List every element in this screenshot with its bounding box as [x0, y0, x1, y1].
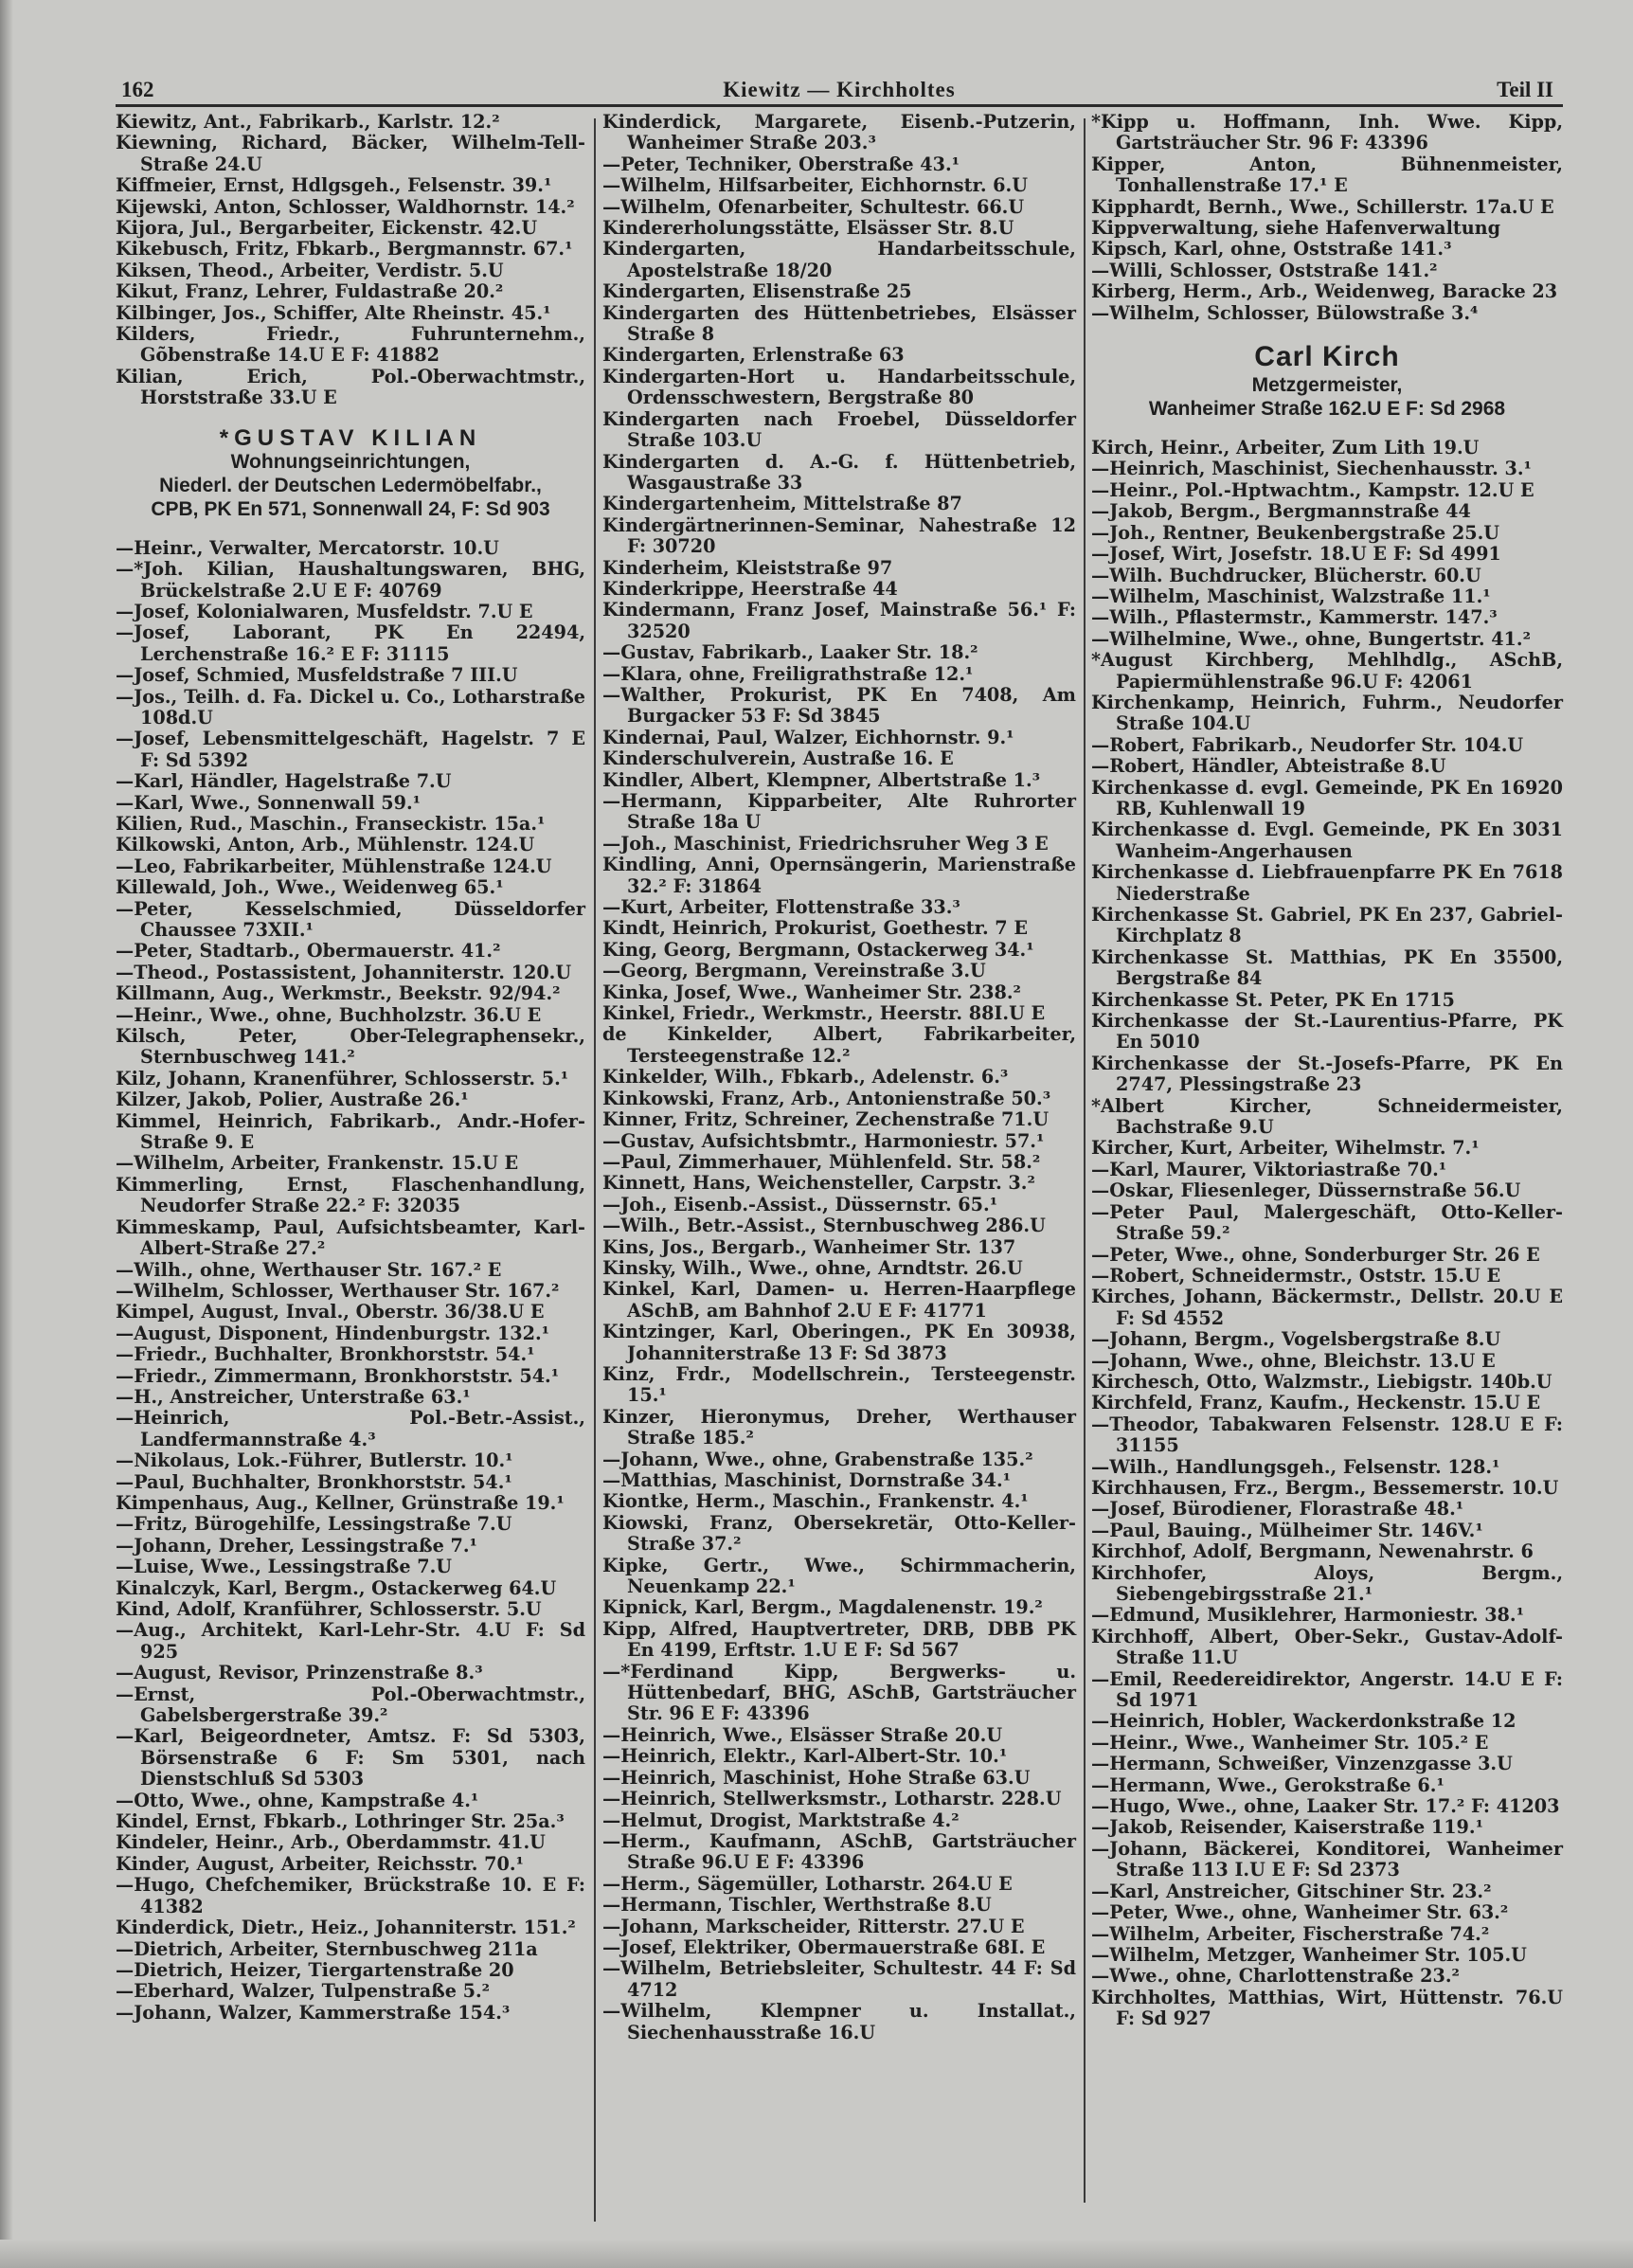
advertisement-line: CPB, PK En 571, Sonnenwall 24, F: Sd 903	[151, 497, 550, 520]
directory-entry: —Heinr., Pol.-Hptwachtm., Kampstr. 12.U E	[1091, 478, 1534, 501]
directory-entry: —Hermann, Tischler, Werthstraße 8.U	[602, 1894, 992, 1917]
directory-entry: Kindling, Anni, Opernsängerin, Marienstraße 32.² F: 31864	[602, 854, 1076, 897]
directory-entry: —Heinrich, Hobler, Wackerdonkstraße 12	[1091, 1710, 1516, 1733]
directory-entry: —Peter, Techniker, Oberstraße 43.¹	[602, 153, 960, 175]
directory-entry: de Kinkelder, Albert, Fabrikarbeiter, Tersteegenstraße 12.²	[602, 1023, 1076, 1067]
directory-entry: Kilien, Rud., Maschin., Franseckistr. 15a.¹	[116, 812, 546, 835]
directory-entry: Killmann, Aug., Werkmstr., Beekstr. 92/94.²	[116, 982, 561, 1005]
directory-entry: —Klara, ohne, Freiligrathstraße 12.¹	[602, 662, 974, 685]
directory-entry: —Wilhelm, Hilfsarbeiter, Eichhornstr. 6.U	[602, 174, 1028, 197]
directory-entry: —Gustav, Fabrikarb., Laaker Str. 18.²	[602, 641, 978, 664]
directory-entry: —Hermann, Wwe., Gerokstraße 6.¹	[1091, 1773, 1445, 1796]
running-title: Kiewitz — Kirchholtes	[723, 78, 956, 101]
directory-entry: —Aug., Architekt, Karl-Lehr-Str. 4.U F: Sd 925	[116, 1619, 585, 1663]
directory-entry: —Jakob, Bergm., Bergmannstraße 44	[1091, 500, 1471, 523]
directory-entry: —Heinr., Verwalter, Mercatorstr. 10.U	[116, 536, 499, 559]
directory-entry: —Georg, Bergmann, Vereinstraße 3.U	[602, 960, 986, 982]
directory-entry: Kirch, Heinr., Arbeiter, Zum Lith 19.U	[1091, 437, 1480, 459]
advertisement-line: Metzgermeister,	[1251, 374, 1403, 397]
directory-entry: —Wilhelm, Schlosser, Bülowstraße 3.⁴	[1091, 301, 1479, 324]
directory-entry: Kilders, Friedr., Fuhrunternehm., Gõbenstraße 14.U E F: 41882	[116, 323, 585, 367]
directory-entry: Kipp, Alfred, Hauptvertreter, DRB, DBB PK En 4199, Erftstr. 1.U E F: Sd 567	[602, 1617, 1076, 1662]
directory-entry: Kimmerling, Ernst, Flaschenhandlung, Neudorfer Straße 22.² F: 32035	[116, 1173, 585, 1217]
directory-entry: —Karl, Händler, Hagelstraße 7.U	[116, 770, 452, 793]
directory-entry: —Emil, Reedereidirektor, Angerstr. 14.U E F: Sd 1971	[1091, 1667, 1563, 1712]
directory-entry: —Peter Paul, Malergeschäft, Otto-Keller-Straße 59.²	[1091, 1200, 1563, 1245]
directory-entry: Kindergarten-Hort u. Handarbeitsschule, Ordensschwestern, Bergstraße 80	[602, 365, 1076, 409]
directory-entry: Kipke, Gertr., Wwe., Schirmmacherin, Neuenkamp 22.¹	[602, 1554, 1076, 1598]
directory-entry: Kirchenkasse St. Peter, PK En 1715	[1091, 988, 1455, 1011]
directory-entry: Kinner, Fritz, Schreiner, Zechenstraße 71.U	[602, 1108, 1050, 1131]
directory-entry: —Fritz, Bürogehilfe, Lessingstraße 7.U	[116, 1513, 512, 1536]
directory-entry: Kipsch, Karl, ohne, Oststraße 141.³	[1091, 238, 1452, 261]
directory-entry: Kindererholungsstätte, Elsässer Str. 8.U	[602, 217, 1014, 240]
directory-column-1	[116, 112, 585, 2024]
directory-entry: —Karl, Beigeordneter, Amtsz. F: Sd 5303, Börsenstraße 6 F: Sm 5301, nach Dienstschluß Sd 5303	[116, 1725, 585, 1791]
directory-entry: Kilsch, Peter, Ober-Telegraphensekr., Sternbuschweg 141.²	[116, 1025, 585, 1069]
directory-entry: —Herm., Sägemüller, Lotharstr. 264.U E	[602, 1872, 1013, 1895]
directory-entry: Kindergarten, Elisenstraße 25	[602, 280, 912, 303]
directory-entry: Kimmel, Heinrich, Fabrikarb., Andr.-Hofer-Straße 9. E	[116, 1109, 585, 1154]
directory-entry: *August Kirchberg, Mehlhdlg., ASchB, Papiermühlenstraße 96.U F: 42061	[1091, 649, 1563, 693]
directory-entry: Kirberg, Herm., Arb., Weidenweg, Baracke 23	[1091, 280, 1558, 303]
directory-entry: Kindergarten nach Froebel, Düsseldorfer Straße 103.U	[602, 407, 1076, 452]
directory-entry: —Josef, Bürodiener, Florastraße 48.¹	[1091, 1498, 1464, 1521]
directory-entry: Kindergarten des Hüttenbetriebes, Elsässer Straße 8	[602, 301, 1076, 346]
directory-entry: —Johann, Walzer, Kammerstraße 154.³	[116, 2001, 511, 2024]
directory-entry: *Albert Kircher, Schneidermeister, Bachstraße 9.U	[1091, 1094, 1563, 1139]
directory-entry: Kiewning, Richard, Bäcker, Wilhelm-Tell-Straße 24.U	[116, 132, 585, 175]
directory-entry: —Eberhard, Walzer, Tulpenstraße 5.²	[116, 1980, 491, 2003]
directory-entry: —Heinrich, Stellwerksmstr., Lotharstr. 228.U	[602, 1788, 1062, 1810]
directory-entry: —Otto, Wwe., ohne, Kampstraße 4.¹	[116, 1789, 479, 1811]
directory-entry: Kirches, Johann, Bäckermstr., Dellstr. 20.U E F: Sd 4552	[1091, 1286, 1563, 1329]
directory-entry: —Paul, Zimmerhauer, Mühlenfeld. Str. 58.²	[602, 1150, 1041, 1173]
directory-entry: Kins, Jos., Bergarb., Wanheimer Str. 137	[602, 1235, 1016, 1258]
directory-entry: —Johann, Wwe., ohne, Grabenstraße 135.²	[602, 1448, 1033, 1470]
directory-entry: —Hermann, Schweißer, Vinzenzgasse 3.U	[1091, 1753, 1513, 1775]
directory-entry: —Wilhelm, Klempner u. Installat., Siechenhausstraße 16.U	[602, 2000, 1076, 2043]
directory-entry: Kinderkrippe, Heerstraße 44	[602, 577, 898, 600]
directory-entry: —Leo, Fabrikarbeiter, Mühlenstraße 124.U	[116, 855, 552, 877]
directory-entry: Kippverwaltung, siehe Hafenverwaltung	[1091, 217, 1501, 240]
directory-entry: —Josef, Elektriker, Obermauerstraße 68I. E	[602, 1935, 1046, 1958]
directory-entry: —Matthias, Maschinist, Dornstraße 34.¹	[602, 1469, 1012, 1491]
directory-entry: —Joh., Maschinist, Friedrichsruher Weg 3 E	[602, 832, 1049, 855]
advertisement-line: Niederl. der Deutschen Ledermöbelfabr.,	[159, 474, 542, 496]
directory-column-2	[602, 112, 1076, 2043]
directory-entry: —Dietrich, Heizer, Tiergartenstraße 20	[116, 1958, 514, 1981]
directory-entry: Kinsky, Wilh., Wwe., ohne, Arndtstr. 26.U	[602, 1256, 1023, 1279]
directory-entry: Kilz, Johann, Kranenführer, Schlosserstr. 5.¹	[116, 1067, 569, 1089]
directory-entry: —Hugo, Chefchemiker, Brückstraße 10. E F: 41382	[116, 1874, 585, 1917]
directory-entry: —Willi, Schlosser, Oststraße 141.²	[1091, 259, 1438, 281]
directory-entry: —Joh., Eisenb.-Assist., Düssernstr. 65.¹	[602, 1193, 998, 1215]
directory-entry: Kilzer, Jakob, Polier, Austraße 26.¹	[116, 1089, 469, 1111]
directory-entry: Kindergarten, Handarbeitsschule, Apostelstraße 18/20	[602, 238, 1076, 281]
directory-entry: —Peter, Wwe., ohne, Sonderburger Str. 26 E	[1091, 1243, 1540, 1266]
directory-entry: —Helmut, Drogist, Marktstraße 4.²	[602, 1809, 960, 1831]
directory-entry: —Gustav, Aufsichtsbmtr., Harmoniestr. 57.¹	[602, 1129, 1045, 1152]
directory-entry: —Karl, Wwe., Sonnenwall 59.¹	[116, 791, 422, 814]
directory-entry: Kinderschulverein, Austraße 16. E	[602, 747, 954, 770]
directory-entry: Kirchenkasse der St.-Laurentius-Pfarre, PK En 5010	[1091, 1010, 1563, 1053]
directory-entry: Kipper, Anton, Bühnenmeister, Tonhallenstraße 17.¹ E	[1091, 153, 1563, 197]
directory-entry: —Paul, Bauing., Mülheimer Str. 146V.¹	[1091, 1519, 1483, 1541]
directory-entry: —Luise, Wwe., Lessingstraße 7.U	[116, 1556, 452, 1578]
directory-entry: Kinder, August, Arbeiter, Reichsstr. 70.¹	[116, 1852, 524, 1875]
directory-entry: —Paul, Buchhalter, Bronkhorststr. 54.¹	[116, 1470, 512, 1493]
directory-entry: Kinkowski, Franz, Arb., Antonienstraße 50.³	[602, 1087, 1051, 1109]
directory-entry: Kindt, Heinrich, Prokurist, Goethestr. 7 E	[602, 917, 1028, 940]
directory-entry: —Josef, Kolonialwaren, Musfeldstr. 7.U E	[116, 600, 533, 622]
directory-entry: —Wilhelm, Arbeiter, Frankenstr. 15.U E	[116, 1152, 519, 1175]
directory-entry: —Wilhelm, Arbeiter, Fischerstraße 74.²	[1091, 1922, 1490, 1945]
directory-entry: —Ernst, Pol.-Oberwachtmstr., Gabelsbergerstraße 39.²	[116, 1683, 585, 1727]
directory-entry: —Theodor, Tabakwaren Felsenstr. 128.U E F: 31155	[1091, 1413, 1563, 1457]
directory-entry: —Josef, Lebensmittelgeschäft, Hagelstr. 7 E F: Sd 5392	[116, 728, 585, 771]
directory-entry: Kinkel, Karl, Damen- u. Herren-Haarpflege ASchB, am Bahnhof 2.U E F: 41771	[602, 1278, 1076, 1322]
directory-entry: Kirchhausen, Frz., Bergm., Bessemerstr. 10.U	[1091, 1476, 1559, 1499]
directory-entry: Kirchhoff, Albert, Ober-Sekr., Gustav-Adolf-Straße 11.U	[1091, 1625, 1563, 1669]
directory-entry: —Heinrich, Maschinist, Siechenhausstr. 3.¹	[1091, 458, 1532, 480]
directory-entry: Kindermann, Franz Josef, Mainstraße 56.¹ F: 32520	[602, 599, 1076, 642]
directory-entry: Kiksen, Theod., Arbeiter, Verdistr. 5.U	[116, 259, 504, 281]
directory-entry: Kirchenkasse der St.-Josefs-Pfarre, PK En 2747, Plessingstraße 23	[1091, 1052, 1563, 1096]
directory-entry: Kiewitz, Ant., Fabrikarb., Karlstr. 12.²	[116, 111, 500, 133]
directory-entry: —Walther, Prokurist, PK En 7408, Am Burgacker 53 F: Sd 3845	[602, 683, 1076, 728]
directory-entry: —Kurt, Arbeiter, Flottenstraße 33.³	[602, 896, 960, 919]
directory-entry: Kimpenhaus, Aug., Kellner, Grünstraße 19.¹	[116, 1491, 565, 1514]
header-rule	[116, 104, 1563, 107]
advertisement-line: Wohnungseinrichtungen,	[230, 450, 471, 473]
directory-entry: —Jos., Teilh. d. Fa. Dickel u. Co., Lotharstraße 108d.U	[116, 685, 585, 729]
directory-entry: Kinnett, Hans, Weichensteller, Carpstr. 3.²	[602, 1172, 1035, 1195]
directory-entry: Kinkel, Friedr., Werkmstr., Heerstr. 88I.U E	[602, 1002, 1046, 1025]
directory-entry: King, Georg, Bergmann, Ostackerweg 34.¹	[602, 938, 1034, 961]
directory-entry: Kindel, Ernst, Fbkarb., Lothringer Str. 25a.³	[116, 1810, 565, 1833]
directory-entry: —Wilhelm, Maschinist, Walzstraße 11.¹	[1091, 585, 1491, 607]
directory-entry: Kinz, Frdr., Modellschrein., Tersteegenstr. 15.¹	[602, 1362, 1076, 1407]
directory-entry: —Johann, Markscheider, Ritterstr. 27.U E	[602, 1915, 1025, 1937]
directory-entry: —Friedr., Buchhalter, Bronkhorststr. 54.¹	[116, 1343, 535, 1366]
directory-entry: —Wilhelm, Schlosser, Werthauser Str. 167.²	[116, 1279, 560, 1302]
directory-entry: —Hermann, Kipparbeiter, Alte Ruhrorter Straße 18a U	[602, 790, 1076, 834]
directory-entry: *Kipp u. Hoffmann, Inh. Wwe. Kipp, Gartsträucher Str. 96 F: 43396	[1091, 111, 1563, 154]
directory-entry: Kikut, Franz, Lehrer, Fuldastraße 20.²	[116, 280, 504, 303]
directory-entry: Kirchenkasse St. Gabriel, PK En 237, Gabriel-Kirchplatz 8	[1091, 904, 1563, 947]
directory-entry: Kipnick, Karl, Bergm., Magdalenenstr. 19.²	[602, 1596, 1043, 1619]
directory-entry: —Theod., Postassistent, Johanniterstr. 120.U	[116, 961, 572, 983]
directory-entry: —Peter, Kesselschmied, Düsseldorfer Chaussee 73XII.¹	[116, 897, 585, 941]
directory-entry: Kinkelder, Wilh., Fbkarb., Adelenstr. 6.³	[602, 1066, 1009, 1089]
directory-entry: —*Ferdinand Kipp, Bergwerks- u. Hüttenbedarf, BHG, ASchB, Gartsträucher Str. 96 E F: 43396	[602, 1660, 1076, 1725]
directory-entry: —Peter, Stadtarb., Obermauerstr. 41.²	[116, 940, 501, 963]
directory-entry: Kiowski, Franz, Obersekretär, Otto-Keller-Straße 37.²	[602, 1511, 1076, 1556]
directory-entry: —Karl, Maurer, Viktoriastraße 70.¹	[1091, 1158, 1447, 1180]
directory-entry: —Wilh., Betr.-Assist., Sternbuschweg 286.U	[602, 1215, 1046, 1237]
directory-entry: —Heinr., Wwe., Wanheimer Str. 105.² E	[1091, 1731, 1489, 1754]
directory-entry: Kikebusch, Fritz, Fbkarb., Bergmannstr. 67.¹	[116, 238, 573, 261]
directory-entry: Kirchenkasse d. Evgl. Gemeinde, PK En 3031 Wanheim-Angerhausen	[1091, 819, 1563, 862]
directory-entry: Kirchesch, Otto, Walzmstr., Liebigstr. 140b.U	[1091, 1370, 1552, 1393]
advertisement-line: Carl Kirch	[1254, 341, 1400, 373]
directory-entry: Kipphardt, Bernh., Wwe., Schillerstr. 17a.U E	[1091, 195, 1554, 218]
directory-entry: —Wilh., ohne, Werthauser Str. 167.² E	[116, 1258, 502, 1281]
directory-entry: Kindergarten d. A.-G. f. Hüttenbetrieb, Wasgaustraße 33	[602, 450, 1076, 494]
directory-entry: —Hugo, Wwe., ohne, Laaker Str. 17.² F: 41203	[1091, 1795, 1560, 1818]
directory-entry: —Peter, Wwe., ohne, Wanheimer Str. 63.²	[1091, 1901, 1509, 1924]
directory-entry: Kilkowski, Anton, Arb., Mühlenstr. 124.U	[116, 834, 535, 856]
directory-entry: Kindernai, Paul, Walzer, Eichhornstr. 9.¹	[602, 726, 1014, 748]
directory-entry: —Wwe., ohne, Charlottenstraße 23.²	[1091, 1965, 1460, 1988]
directory-entry: —Heinrich, Wwe., Elsässer Straße 20.U	[602, 1723, 1003, 1746]
directory-entry: —Johann, Wwe., ohne, Bleichstr. 13.U E	[1091, 1349, 1496, 1372]
directory-entry: —Friedr., Zimmermann, Bronkhorststr. 54.¹	[116, 1364, 560, 1387]
directory-entry: —Wilh., Handlungsgeh., Felsenstr. 128.¹	[1091, 1455, 1500, 1478]
directory-entry: —Wilhelmine, Wwe., ohne, Bungertstr. 41.²	[1091, 627, 1531, 650]
page-header	[116, 78, 1563, 104]
directory-entry: —August, Disponent, Hindenburgstr. 132.¹	[116, 1322, 550, 1344]
directory-entry: Kind, Adolf, Kranführer, Schlosserstr. 5.U	[116, 1598, 542, 1620]
directory-entry: Kirchenkasse St. Matthias, PK En 35500, Bergstraße 84	[1091, 945, 1563, 990]
directory-entry: Kindergartenheim, Mittelstraße 87	[602, 493, 962, 515]
page-number: 162	[121, 78, 154, 101]
directory-entry: —Nikolaus, Lok.-Führer, Butlerstr. 10.¹	[116, 1449, 513, 1472]
directory-entry: —Wilhelm, Metzger, Wanheimer Str. 105.U	[1091, 1943, 1527, 1966]
directory-entry: —*Joh. Kilian, Haushaltungswaren, BHG, Brückelstraße 2.U E F: 40769	[116, 558, 585, 602]
directory-column-3	[1091, 112, 1563, 2030]
directory-entry: —Wilhelm, Betriebsleiter, Schultestr. 44 F: Sd 4712	[602, 1957, 1076, 2001]
column-divider	[594, 118, 596, 2222]
directory-entry: —Johann, Dreher, Lessingstraße 7.¹	[116, 1534, 477, 1557]
directory-entry: Kirchenkasse d. Liebfrauenpfarre PK En 7618 Niederstraße	[1091, 861, 1563, 905]
directory-entry: —Joh., Rentner, Beukenbergstraße 25.U	[1091, 521, 1500, 544]
directory-entry: —Heinrich, Maschinist, Hohe Straße 63.U	[602, 1766, 1031, 1789]
directory-entry: Kindler, Albert, Klempner, Albertstraße 1.³	[602, 768, 1041, 791]
directory-entry: —Herm., Kaufmann, ASchB, Gartsträucher Straße 96.U E F: 43396	[602, 1829, 1076, 1874]
directory-entry: —Oskar, Fliesenleger, Düssernstraße 56.U	[1091, 1179, 1521, 1202]
directory-entry: —H., Anstreicher, Unterstraße 63.¹	[116, 1385, 471, 1408]
directory-entry: Kintzinger, Karl, Oberingen., PK En 30938, Johanniterstraße 13 F: Sd 3873	[602, 1321, 1076, 1364]
advertisement-line: Wanheimer Straße 162.U E F: Sd 2968	[1148, 398, 1506, 421]
part-label: Teil II	[1497, 78, 1553, 101]
directory-entry: Killewald, Joh., Wwe., Weidenweg 65.¹	[116, 876, 504, 899]
directory-entry: —Heinrich, Elektr., Karl-Albert-Str. 10.¹	[602, 1745, 1008, 1768]
directory-entry: —Robert, Händler, Abteistraße 8.U	[1091, 755, 1446, 778]
advertisement	[116, 426, 585, 521]
directory-entry: Kirchenkamp, Heinrich, Fuhrm., Neudorfer Straße 104.U	[1091, 691, 1563, 735]
directory-entry: —Josef, Schmied, Musfeldstraße 7 III.U	[116, 664, 518, 687]
directory-entry: Kirchhof, Adolf, Bergmann, Newenahrstr. 6	[1091, 1540, 1534, 1563]
directory-entry: Kirchfeld, Franz, Kaufm., Heckenstr. 15.U E	[1091, 1392, 1541, 1414]
directory-entry: Kimmeskamp, Paul, Aufsichtsbeamter, Karl-Albert-Straße 27.²	[116, 1215, 585, 1260]
directory-entry: —Jakob, Reisender, Kaiserstraße 119.¹	[1091, 1816, 1483, 1839]
directory-entry: —Josef, Wirt, Josefstr. 18.U E F: Sd 4991	[1091, 543, 1501, 566]
directory-entry: Kindergärtnerinnen-Seminar, Nahestraße 12 F: 30720	[602, 513, 1076, 558]
directory-entry: Kinderdick, Margarete, Eisenb.-Putzerin, Wanheimer Straße 203.³	[602, 111, 1076, 154]
directory-entry: Kimpel, August, Inval., Oberstr. 36/38.U E	[116, 1301, 545, 1323]
directory-entry: —Wilhelm, Ofenarbeiter, Schultestr. 66.U	[602, 195, 1025, 218]
directory-entry: Kijewski, Anton, Schlosser, Waldhornstr. 14.²	[116, 195, 575, 218]
directory-entry: Kircher, Kurt, Arbeiter, Wihelmstr. 7.¹	[1091, 1137, 1480, 1160]
directory-entry: Kijora, Jul., Bergarbeiter, Eickenstr. 42.U	[116, 217, 538, 240]
directory-entry: Kindeler, Heinr., Arb., Oberdammstr. 41.U	[116, 1831, 546, 1854]
directory-entry: Kinderheim, Kleiststraße 97	[602, 556, 893, 579]
directory-entry: —August, Revisor, Prinzenstraße 8.³	[116, 1662, 483, 1684]
advertisement-line: *GUSTAV KILIAN	[219, 424, 482, 451]
directory-entry: Kinalczyk, Karl, Bergm., Ostackerweg 64.U	[116, 1576, 557, 1599]
directory-entry: Kinderdick, Dietr., Heiz., Johanniterstr. 151.²	[116, 1917, 576, 1939]
page-edge	[0, 0, 13, 2268]
column-divider	[1084, 118, 1086, 2203]
directory-entry: —Karl, Anstreicher, Gitschiner Str. 23.²	[1091, 1880, 1492, 1902]
directory-entry: Kinka, Josef, Wwe., Wanheimer Str. 238.²	[602, 981, 1021, 1003]
directory-entry: Kiontke, Herm., Maschin., Frankenstr. 4.¹	[602, 1490, 1029, 1513]
directory-entry: —Wilh. Buchdrucker, Blücherstr. 60.U	[1091, 564, 1481, 586]
directory-entry: Kirchhofer, Aloys, Bergm., Siebengebirgsstraße 21.¹	[1091, 1561, 1563, 1605]
directory-entry: Kirchenkasse d. evgl. Gemeinde, PK En 16920 RB, Kuhlenwall 19	[1091, 776, 1563, 819]
directory-entry: —Dietrich, Arbeiter, Sternbuschweg 211a	[116, 1937, 538, 1960]
advertisement	[1091, 341, 1563, 421]
directory-entry: —Robert, Fabrikarb., Neudorfer Str. 104.U	[1091, 733, 1524, 756]
directory-entry: Kinzer, Hieronymus, Dreher, Werthauser Straße 185.²	[602, 1405, 1076, 1449]
page-edge-bottom	[0, 2240, 1633, 2268]
directory-entry: Kilbinger, Jos., Schiffer, Alte Rheinstr. 45.¹	[116, 301, 551, 324]
directory-entry: —Josef, Laborant, PK En 22494, Lerchenstraße 16.² E F: 31115	[116, 621, 585, 665]
directory-entry: Kiffmeier, Ernst, Hdlgsgeh., Felsenstr. 39.¹	[116, 174, 552, 197]
directory-entry: —Heinrich, Pol.-Betr.-Assist., Landfermannstraße 4.³	[116, 1407, 585, 1450]
directory-entry: —Johann, Bergm., Vogelsbergstraße 8.U	[1091, 1328, 1501, 1351]
directory-entry: —Robert, Schneidermstr., Oststr. 15.U E	[1091, 1264, 1501, 1287]
directory-entry: Kilian, Erich, Pol.-Oberwachtmstr., Horststraße 33.U E	[116, 365, 585, 409]
directory-entry: —Edmund, Musiklehrer, Harmoniestr. 38.¹	[1091, 1604, 1524, 1627]
directory-entry: Kirchholtes, Matthias, Wirt, Hüttenstr. 76.U F: Sd 927	[1091, 1986, 1563, 2030]
directory-entry: Kindergarten, Erlenstraße 63	[602, 344, 905, 367]
directory-entry: —Heinr., Wwe., ohne, Buchholzstr. 36.U E	[116, 1003, 542, 1026]
directory-entry: —Wilh., Pflastermstr., Kammerstr. 147.³	[1091, 606, 1498, 629]
directory-entry: —Johann, Bäckerei, Konditorei, Wanheimer Straße 113 I.U E F: Sd 2373	[1091, 1837, 1563, 1881]
